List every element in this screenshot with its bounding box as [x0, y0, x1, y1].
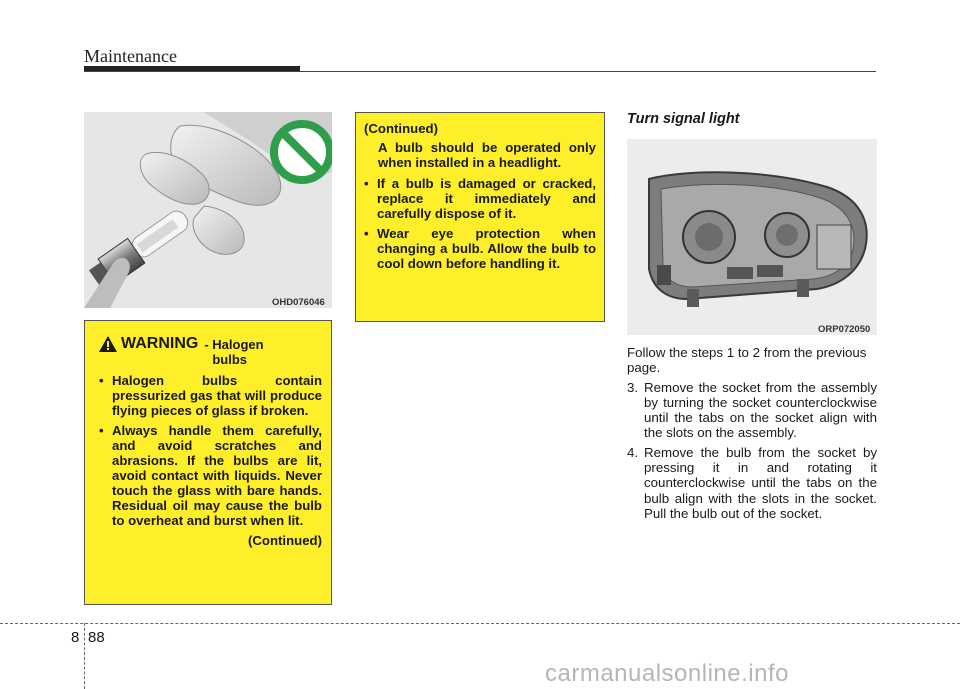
warning-subtitle-line2: bulbs — [212, 352, 247, 367]
warning-heading — [99, 335, 322, 367]
headlight-assembly-illustration — [627, 139, 877, 335]
figure-caption-left: OHD076046 — [272, 297, 325, 308]
continued-bullet-text: Wear eye protection when changing a bulb. Allow the bulb to cool down before handling it. — [377, 226, 596, 271]
step-number: 4. — [627, 444, 639, 460]
page-header-title: Maintenance — [84, 46, 177, 66]
warning-bullets — [99, 373, 322, 528]
instructions — [627, 345, 877, 521]
chapter-number: 8 — [71, 629, 80, 646]
hand-holding-bulb-illustration — [84, 112, 332, 308]
page-number: 88 — [88, 629, 105, 646]
instructions-intro: Follow the steps 1 to 2 from the previous page. — [627, 345, 867, 376]
warning-bullet-text: Halogen bulbs contain pressurized gas that will produce flying pieces of glass if broken. — [112, 373, 322, 418]
warning-bullet-text: Always handle them carefully, and avoid scratches and abrasions. If the bulbs are lit, avoid contact with liquids. Never touch the glass with bare hands. Residual oil may cause the bulb to overheat and burst when lit. — [112, 423, 322, 528]
continued-title: (Continued) — [364, 121, 438, 136]
continued-intro: A bulb should be operated only when installed in a headlight. — [378, 140, 596, 170]
continued-warning-box — [355, 112, 605, 322]
section-title: Turn signal light — [627, 111, 740, 127]
step-number: 3. — [627, 379, 639, 395]
continued-bullet-text: If a bulb is damaged or cracked, replace it immediately and carefully dispose of it. — [377, 176, 596, 221]
warning-subtitle — [204, 337, 263, 367]
continued-bullets — [364, 176, 596, 271]
step-text: Remove the bulb from the socket by pressing it in and rotating it counterclockwise until the tabs on the bulb align with the slots in the socket. Pull the bulb out of the socket. — [644, 444, 877, 521]
continued-bullet: • Wear eye protection when changing a bulb. Allow the bulb to cool down before handling it. — [364, 226, 596, 271]
warning-triangle-icon — [99, 336, 117, 352]
figure-caption-right: ORP072050 — [818, 324, 871, 335]
step-item — [627, 445, 877, 521]
footer-rule — [0, 623, 960, 624]
warning-continued: (Continued) — [248, 533, 322, 548]
step-text: Remove the socket from the assembly by turning the socket counterclockwise until the tabs on the socket align with the slots on the assembly. — [644, 379, 877, 441]
footer-divider — [84, 623, 85, 689]
warning-bullet: • Halogen bulbs contain pressurized gas that will produce flying pieces of glass if broken. — [99, 373, 322, 418]
warning-bullet: • Always handle them carefully, and avoid scratches and abrasions. If the bulbs are lit, avoid contact with liquids. Never touch the glass with bare hands. Residual oil may cause the bulb to overheat and burst when lit. — [99, 423, 322, 528]
halogen-bulb-photo — [84, 112, 332, 308]
warning-box — [84, 320, 332, 605]
warning-word: WARNING — [121, 335, 199, 352]
header-rule — [84, 71, 876, 72]
continued-bullet: • If a bulb is damaged or cracked, replace it immediately and carefully dispose of it. — [364, 176, 596, 221]
step-item — [627, 380, 877, 441]
headlight-assembly-photo — [627, 139, 877, 335]
warning-subtitle-line1: - Halogen — [204, 337, 264, 352]
watermark: carmanualsonline.info — [545, 660, 789, 687]
